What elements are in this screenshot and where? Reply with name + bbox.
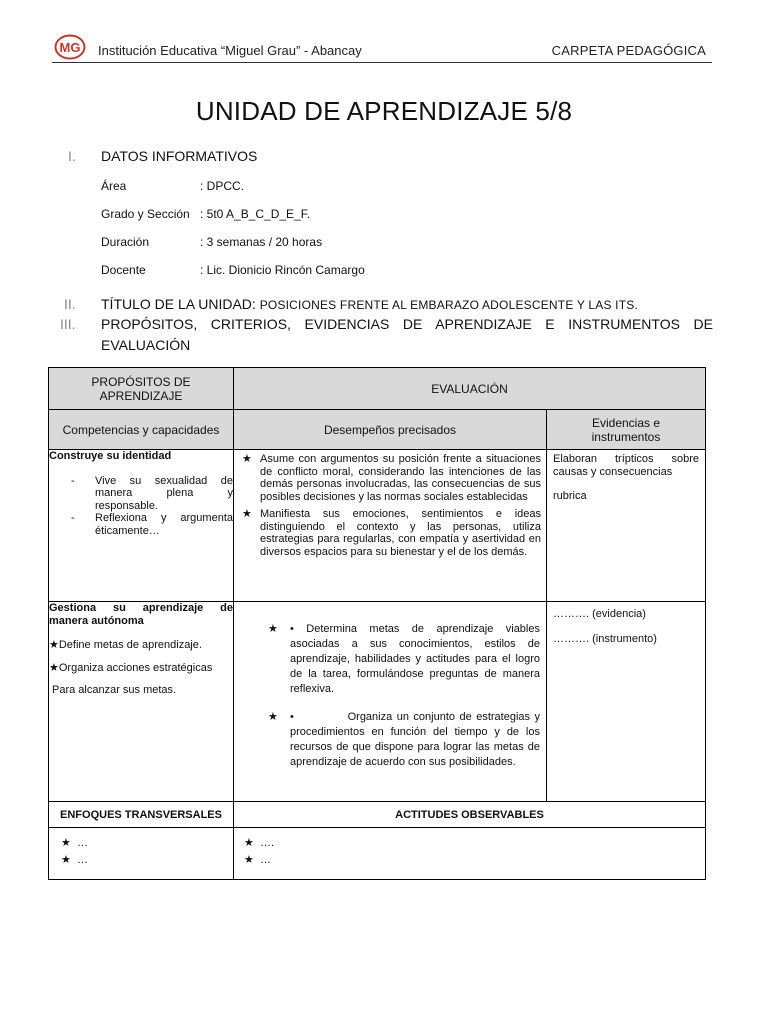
- star-icon: ★: [61, 854, 71, 866]
- info-key-grado: Grado y Sección: [101, 207, 190, 221]
- list-item: - Reflexiona y argumenta éticamente…: [71, 512, 233, 537]
- star-icon: ★: [268, 711, 278, 723]
- section-i-heading: DATOS INFORMATIVOS: [101, 148, 258, 164]
- capacidad-text: ★Define metas de aprendizaje.: [49, 639, 202, 651]
- capacidad-text: ★Organiza acciones estratégicas: [49, 661, 213, 674]
- desempeno-text: • Determina metas de aprendizaje viables asociadas a sus conocimientos, estilos de aprendizaje, habilidades y actitudes para el logro de la tarea, formulándose preguntas de manera reflexiva.: [290, 623, 540, 695]
- section-iii-number: III.: [60, 316, 76, 332]
- header-desempenos: Desempeños precisados: [234, 410, 547, 450]
- section-i-number: I.: [68, 148, 76, 164]
- list-item: [238, 622, 542, 697]
- star-icon: ★: [244, 837, 254, 849]
- evaluation-table: [48, 367, 706, 880]
- list-item: - Vive su sexualidad de manera plena y responsable.: [71, 474, 233, 512]
- svg-text:MG: MG: [59, 40, 81, 55]
- list-item: [238, 453, 541, 503]
- desempeno-text: Asume con argumentos su posición frente a situaciones de conflicto moral, considerando las intenciones de las demás personas involucradas, las consecuencias de sus posibles decisiones y las normas sociales establecidas: [260, 453, 541, 503]
- desempenos-cell-2: [234, 602, 547, 802]
- actitudes-cell: [234, 828, 706, 880]
- list-item: ★ ….: [240, 835, 699, 852]
- desempenos-cell-1: [234, 450, 547, 602]
- header-propositos: [49, 368, 234, 410]
- competencia-cell-1: [49, 450, 234, 602]
- unit-title: POSICIONES FRENTE AL EMBARAZO ADOLESCENTE Y LAS ITS.: [259, 298, 638, 312]
- evidencias-cell-1: [547, 450, 706, 602]
- star-icon: ★: [242, 508, 252, 520]
- info-key-area: Área: [101, 179, 127, 193]
- list-item: ★ …: [240, 852, 699, 869]
- institution-name: Institución Educativa “Miguel Grau” - Abancay: [98, 43, 362, 58]
- star-icon: ★: [244, 854, 254, 866]
- evidencia-text: Elaboran trípticos sobre causas y consecuencias: [553, 453, 699, 478]
- list-item: ★ …: [55, 852, 227, 869]
- header-evidencias: [547, 410, 706, 450]
- info-key-duracion: Duración: [101, 235, 150, 249]
- table-row: [49, 828, 706, 880]
- capacidades-list: [49, 475, 233, 538]
- info-key-docente: Docente: [101, 263, 146, 277]
- header-enfoques: ENFOQUES TRANSVERSALES: [49, 802, 234, 828]
- section-ii-label: TÍTULO DE LA UNIDAD:: [101, 296, 256, 312]
- header-evidencias-text: Evidencias e instrumentos: [591, 415, 661, 444]
- list-item: ★ …: [55, 835, 227, 852]
- desempeno-text: Manifiesta sus emociones, sentimientos e ideas distinguiendo el contexto y las personas, utiliza estrategias para regularlas, con empatía y asertividad en diversos espacios para su bienestar y el de los demás.: [260, 508, 541, 558]
- page-title: UNIDAD DE APRENDIZAJE 5/8: [195, 96, 573, 126]
- list-item: [238, 710, 542, 770]
- competencia-title: Construye su identidad: [49, 450, 172, 462]
- school-logo: [54, 34, 86, 60]
- star-icon: ★: [242, 453, 252, 465]
- competencia-cell-2: [49, 602, 234, 802]
- info-value-docente: : Lic. Dionicio Rincón Camargo: [200, 263, 365, 277]
- section-iii-heading: PROPÓSITOS, CRITERIOS, EVIDENCIAS DE APRENDIZAJE E INSTRUMENTOS DE EVALUACIÓN: [101, 316, 713, 353]
- page-header: [52, 34, 712, 63]
- section-ii-number: II.: [64, 296, 76, 312]
- header-evaluacion: EVALUACIÓN: [234, 368, 706, 410]
- header-competencias: Competencias y capacidades: [49, 410, 234, 450]
- enfoques-cell: [49, 828, 234, 880]
- evidencia-text: ………. (evidencia): [553, 608, 646, 620]
- info-value-area: : DPCC.: [200, 179, 245, 193]
- table-row: [49, 450, 706, 602]
- section-ii-heading: [101, 296, 638, 312]
- desempeno-text: • Organiza un conjunto de estrategias y procedimientos en función del tiempo y de los recursos de que dispone para lograr las metas de aprendizaje de acuerdo con sus posibilidades.: [290, 711, 544, 768]
- evidencias-cell-2: [547, 602, 706, 802]
- instrumento-text: rubrica: [553, 490, 587, 502]
- capacidad-text: Para alcanzar sus metas.: [52, 684, 177, 696]
- info-value-grado: : 5t0 A_B_C_D_E_F.: [200, 207, 311, 221]
- table-row: [49, 602, 706, 802]
- list-item: [238, 508, 541, 558]
- instrumento-text: ………. (instrumento): [553, 632, 657, 645]
- star-icon: ★: [61, 837, 71, 849]
- folder-label: CARPETA PEDAGÓGICA: [551, 43, 706, 58]
- star-icon: ★: [268, 623, 278, 635]
- header-actitudes: ACTITUDES OBSERVABLES: [234, 802, 706, 828]
- header-propositos-text: PROPÓSITOS DE APRENDIZAJE: [91, 374, 191, 403]
- competencia-title: Gestiona su aprendizaje de manera autónoma: [49, 602, 233, 627]
- info-value-duracion: : 3 semanas / 20 horas: [200, 235, 323, 249]
